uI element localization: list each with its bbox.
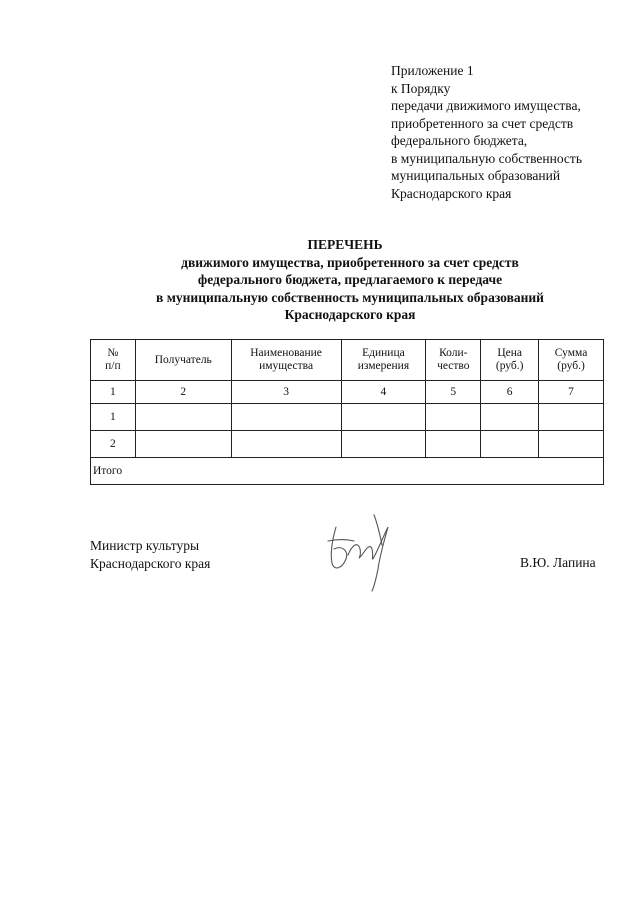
total-row	[91, 458, 604, 485]
col-header-property-name: Наименование имущества	[231, 340, 341, 381]
col-header-price: Цена (руб.)	[481, 340, 539, 381]
appendix-line: в муниципальную собственность	[391, 150, 582, 166]
table-cell: 2	[91, 431, 136, 458]
total-label: Итого	[91, 458, 604, 485]
table-cell	[341, 431, 426, 458]
table-row	[91, 431, 604, 458]
col-header-sum: Сумма (руб.)	[539, 340, 604, 381]
appendix-line: муниципальных образований	[391, 168, 561, 183]
property-list-table	[90, 339, 604, 485]
appendix-line: приобретенного за счет средств	[391, 115, 574, 131]
column-number: 1	[91, 381, 136, 404]
column-number: 7	[539, 381, 604, 404]
table-cell	[426, 431, 481, 458]
table-cell	[481, 404, 539, 431]
column-number: 3	[231, 381, 341, 404]
col-header-quantity: Коли- чество	[426, 340, 481, 381]
handwritten-signature	[318, 505, 408, 595]
signatory-position	[90, 537, 210, 572]
col-header-recipient: Получатель	[135, 340, 231, 381]
signatory-position-line: Министр культуры	[90, 538, 200, 553]
column-number: 5	[426, 381, 481, 404]
appendix-line: передачи движимого имущества,	[391, 98, 581, 113]
table-cell	[231, 431, 341, 458]
table-cell	[135, 404, 231, 431]
heading-line: Краснодарского края	[284, 307, 416, 322]
table-cell: 1	[91, 404, 136, 431]
table-cell	[539, 431, 604, 458]
heading-line: федерального бюджета, предлагаемого к передаче	[197, 272, 503, 287]
column-number-row	[91, 381, 604, 404]
column-number: 6	[481, 381, 539, 404]
appendix-line: Краснодарского края	[391, 185, 512, 201]
table-cell	[231, 404, 341, 431]
col-header-unit: Единица измерения	[341, 340, 426, 381]
table-row	[91, 404, 604, 431]
table-cell	[539, 404, 604, 431]
table-header-row	[91, 340, 604, 381]
signatory-position-line: Краснодарского края	[90, 555, 211, 571]
appendix-block	[391, 62, 582, 202]
appendix-line: Приложение 1	[391, 63, 474, 78]
column-number: 2	[135, 381, 231, 404]
appendix-line: к Порядку	[391, 80, 451, 96]
heading-line: в муниципальную собственность муниципальных образований	[156, 289, 544, 305]
table-cell	[135, 431, 231, 458]
col-header-number: № п/п	[91, 340, 136, 381]
column-number: 4	[341, 381, 426, 404]
table-cell	[426, 404, 481, 431]
heading-line: движимого имущества, приобретенного за счет средств	[181, 254, 519, 270]
signatory-name: В.Ю. Лапина	[520, 555, 596, 570]
table-cell	[341, 404, 426, 431]
document-title: ПЕРЕЧЕНЬ	[307, 237, 383, 252]
table-cell	[481, 431, 539, 458]
appendix-line: федерального бюджета,	[391, 133, 528, 148]
document-heading	[0, 236, 640, 324]
